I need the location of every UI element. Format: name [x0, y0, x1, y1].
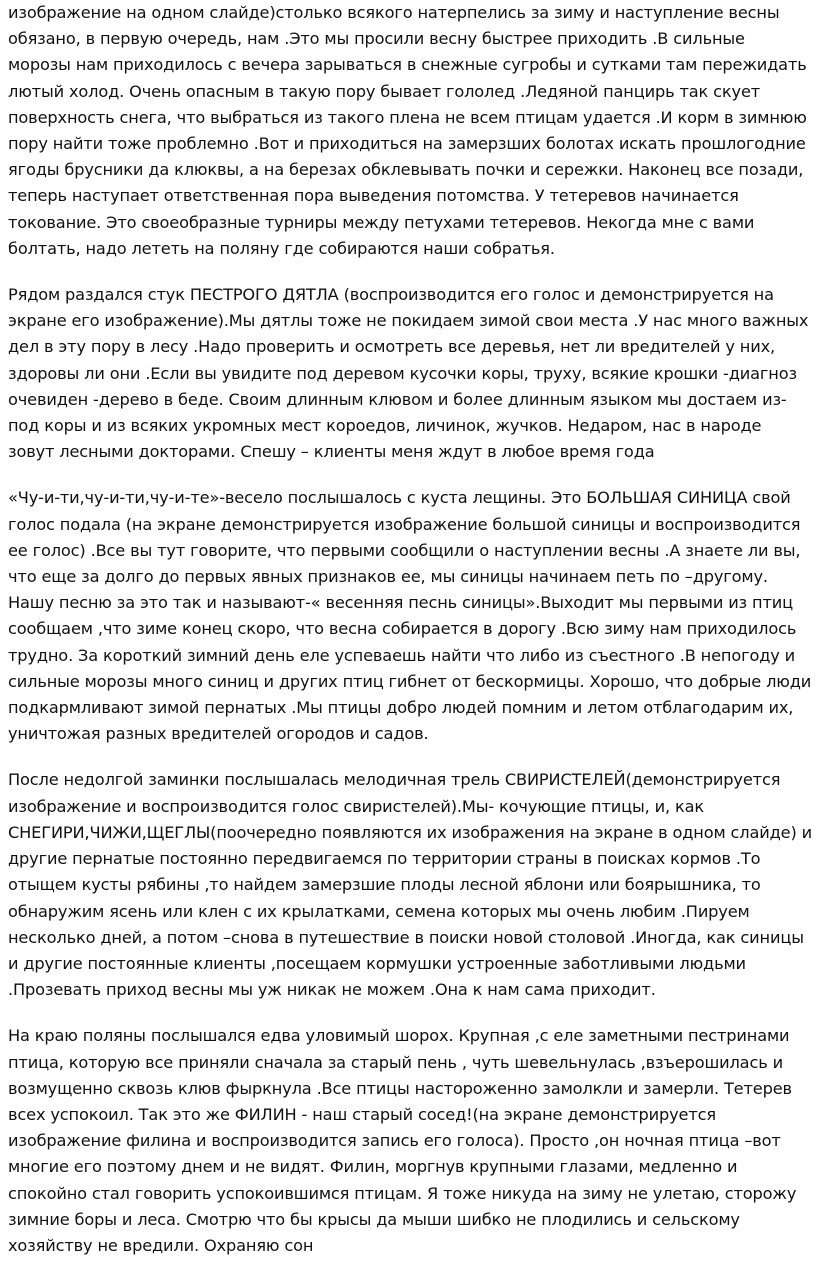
paragraph-spacer — [8, 465, 812, 485]
paragraph-grouse: изображение на одном слайде)столько всякого натерпелись за зиму и наступление весны обязано, в первую очередь, нам .Это мы просили весну быстрее приходить .В сильные морозы нам приходилось с вечера зарываться в снежные сугробы и сутками там пережидать лютый холод. Очень опасным в такую пору бывает гололед .Ледяной панцирь так скует поверхность снега, что выбраться из такого плена не всем птицам удается .И корм в зимнюю пору найти тоже проблемно .Вот и приходиться на замерзших болотах искать прошлогодние ягоды брусники да клюквы, а на березах обклевывать почки и сережки. Наконец все позади, теперь наступает ответственная пора выведения потомства. У тетеревов начинается токование. Это своеобразные турниры между петухами тетеревов. Некогда мне с вами болтать, надо лететь на поляну где собираются наши собратья. — [8, 3, 807, 258]
paragraph-owl: На краю поляны послышался едва уловимый шорох. Крупная ,с еле заметными пестринами птица, которую все приняли сначала за старый пень , чуть шевельнулась ,взъерошилась и возмущенно сквозь клюв фыркнула .Все птицы настороженно замолкли и замерли. Тетерев всех успокоил. Так это же ФИЛИН - наш старый сосед!(на экране демонстрируется изображение филина и воспроизводится запись его голоса). Просто ,он ночная птица –вот многие его поэтому днем и не видят. Филин, моргнув крупными глазами, медленно и спокойно стал говорить успокоившимся птицам. Я тоже никуда на зиму не улетаю, сторожу зимние боры и леса. Смотрю что бы крысы да мыши шибко не плодились и сельскому хозяйству не вредили. Охраняю сон — [8, 1026, 797, 1255]
paragraph-spacer — [8, 747, 812, 767]
paragraph-woodpecker: Рядом раздался стук ПЕСТРОГО ДЯТЛА (воспроизводится его голос и демонстрируется на экране его изображение).Мы дятлы тоже не покидаем зимой свои места .У нас много важных дел в эту пору в лесу .Надо проверить и осмотреть все деревья, нет ли вредителей у них, здоровы ли они .Если вы увидите под деревом кусочки коры, труху, всякие крошки -диагноз очевиден -дерево в беде. Своим длинным клювом и более длинным языком мы достаем из-под коры и из всяких укромных мест короедов, личинок, жучков. Недаром, нас в народе зовут лесными докторами. Спешу – клиенты меня ждут в любое время года — [8, 285, 809, 462]
paragraph-waxwings: После недолгой заминки послышалась мелодичная трель СВИРИСТЕЛЕЙ(демонстрируется изображение и воспроизводится голос свиристелей).Мы- кочующие птицы, и, как СНЕГИРИ,ЧИЖИ,ЩЕГЛЫ(поочередно появляются их изображения на экране в одном слайде) и другие пернатые постоянно передвигаемся по территории страны в поисках кормов .То отыщем кусты рябины ,то найдем замерзшие плоды лесной яблони или боярышника, то обнаружим ясень или клен с их крылатками, семена которых мы очень любим .Пируем несколько дней, а потом –снова в путешествие в поиски новой столовой .Иногда, как синицы и другие постоянные клиенты ,посещаем кормушки устроенные заботливыми людьми .Прозевать приход весны мы уж никак не можем .Она к нам сама приходит. — [8, 770, 813, 1000]
paragraph-great-tit: «Чу-и-ти,чу-и-ти,чу-и-те»-весело послышалось с куста лещины. Это БОЛЬШАЯ СИНИЦА свой голос подала (на экране демонстрируется изображение большой синицы и воспроизводится ее голос) .Все вы тут говорите, что первыми сообщили о наступлении весны .А знаете ли вы, что еще за долго до первых явных признаков ее, мы синицы начинаем петь по –другому. Нашу песню за это так и называют-« весенняя песнь синицы».Выходит мы первыми из птиц сообщаем ,что зиме конец скоро, что весна собирается в дорогу .Всю зиму нам приходилось трудно. За короткий зимний день еле успеваешь найти что либо из съестного .В непогоду и сильные морозы много синиц и других птиц гибнет от бескормицы. Хорошо, что добрые люди подкармливают зимой пернатых .Мы птицы добро людей помним и летом отблагодарим их, уничтожая разных вредителей огородов и садов. — [8, 488, 812, 744]
paragraph-spacer — [8, 1003, 812, 1023]
paragraph-spacer — [8, 262, 812, 282]
document-page — [8, 0, 812, 1259]
